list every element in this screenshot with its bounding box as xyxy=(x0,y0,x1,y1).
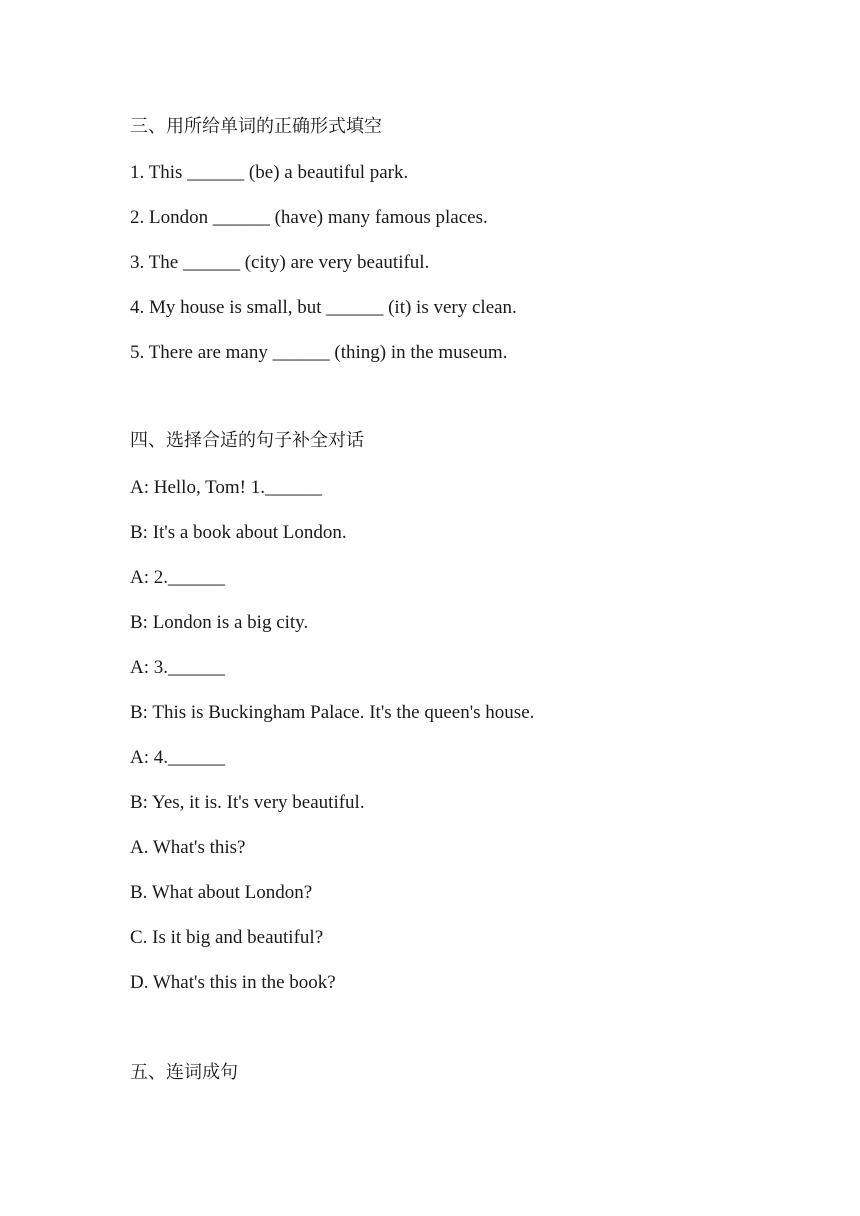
option-b: B. What about London? xyxy=(130,882,313,903)
dialogue-line-2: B: It's a book about London. xyxy=(130,522,347,543)
fill-in-item-2: 2. London ______ (have) many famous places. xyxy=(130,207,488,228)
fill-in-item-1: 1. This ______ (be) a beautiful park. xyxy=(130,162,409,183)
dialogue-line-1: A: Hello, Tom! 1.______ xyxy=(130,477,323,498)
dialogue-line-4: B: London is a big city. xyxy=(130,612,309,633)
option-c: C. Is it big and beautiful? xyxy=(130,927,324,948)
dialogue-line-8: B: Yes, it is. It's very beautiful. xyxy=(130,792,365,813)
section-3-heading: 三、用所给单词的正确形式填空 xyxy=(130,116,382,137)
fill-in-item-4: 4. My house is small, but ______ (it) is very clean. xyxy=(130,297,517,318)
fill-in-item-5: 5. There are many ______ (thing) in the museum. xyxy=(130,342,508,363)
dialogue-line-6: B: This is Buckingham Palace. It's the queen's house. xyxy=(130,702,535,723)
section-4-heading: 四、选择合适的句子补全对话 xyxy=(130,430,364,451)
dialogue-line-7: A: 4.______ xyxy=(130,747,225,768)
option-a: A. What's this? xyxy=(130,837,246,858)
fill-in-item-3: 3. The ______ (city) are very beautiful. xyxy=(130,252,430,273)
dialogue-line-3: A: 2.______ xyxy=(130,567,225,588)
option-d: D. What's this in the book? xyxy=(130,972,336,993)
dialogue-line-5: A: 3.______ xyxy=(130,657,225,678)
section-5-heading: 五、连词成句 xyxy=(130,1062,238,1083)
